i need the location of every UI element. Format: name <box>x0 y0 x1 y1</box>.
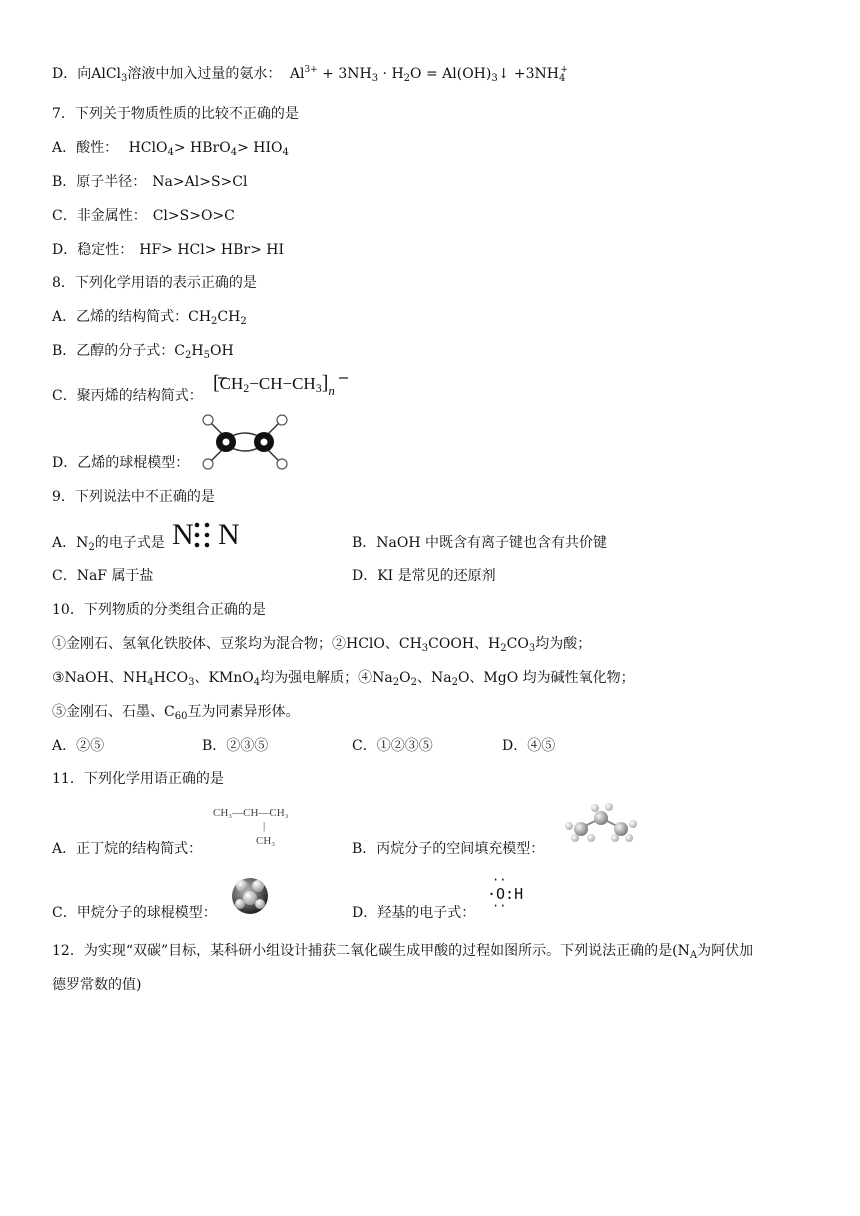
q10-option-a: A．②⑤ <box>52 738 105 754</box>
polypropylene-formula: $[CH_2-CH-CH_3]_n$ <box>213 372 335 398</box>
q10-statement-line-3: ⑤金刚石、石墨、$C_{60}$互为同素异形体。 <box>52 704 300 722</box>
hydroxyl-dots-top: ·· <box>492 873 507 887</box>
q11-structure-bar: | <box>263 820 266 832</box>
q11-option-b: B．丙烷分子的空间填充模型： <box>352 841 545 857</box>
bracket-right-icon: ] <box>321 372 329 394</box>
n2-electron-dots-icon <box>193 522 215 550</box>
q8-option-c: C．聚丙烯的结构简式： <box>52 388 203 404</box>
q10-statement-line-2: ③NaOH、$NH_4HCO_3$、KMnO$_4$均为强电解质；$④Na_2O_2$、$Na_2O$、MgO 均为碱性氧化物； <box>52 670 635 688</box>
q8-stem: 8．下列化学用语的表示正确的是 <box>52 275 257 291</box>
hydroxyl-dots-bottom: ·· <box>492 899 507 913</box>
q7-option-c: C．非金属性： Cl>S>O>C <box>52 208 235 224</box>
q8-option-b: B．乙醇的分子式：$C_2H_5OH$ <box>52 343 234 361</box>
q9-option-c: C．NaF 属于盐 <box>52 568 154 584</box>
q11-option-d: D．羟基的电子式： <box>352 905 476 921</box>
propane-space-filling-model-icon <box>563 802 639 846</box>
methane-model-icon <box>226 874 274 918</box>
q10-stem: 10．下列物质的分类组合正确的是 <box>52 602 266 618</box>
bracket-left-icon: [ <box>213 372 220 394</box>
q8-option-d: D．乙烯的球棍模型： <box>52 455 190 471</box>
q9-option-a: A．$N_2$的电子式是 <box>52 535 165 553</box>
hydroxyl-formula: ·O:H <box>487 885 524 903</box>
q11-structure-bottom: CH₃ <box>256 835 276 847</box>
q7-option-a: A．酸性： HClO$_4$> HBrO$_4$> $HIO_4$ <box>52 140 289 158</box>
q11-option-a: A．正丁烷的结构简式： <box>52 841 203 857</box>
q9-option-b: B．NaOH 中既含有离子键也含有共价键 <box>352 535 608 551</box>
q10-option-c: C．①②③⑤ <box>352 738 433 754</box>
q9-option-d: D．KI 是常见的还原剂 <box>352 568 496 584</box>
q6-option-d-label: D．向 <box>52 66 92 82</box>
q12-stem-line-2: 德罗常数的值) <box>52 977 142 993</box>
q7-option-d: D．稳定性： HF> HCl> HBr> HI <box>52 242 285 258</box>
q11-stem: 11．下列化学用语正确的是 <box>52 771 224 787</box>
q11-structure-top: CH₃—CH—CH₃ <box>213 807 289 819</box>
q10-option-d: D．④⑤ <box>502 738 556 754</box>
q10-option-b: B．②③⑤ <box>202 738 269 754</box>
q6-equation: $Al^{3+} + 3NH_3 \cdot H_2O$ = $Al(OH)_3↓ +3NH_4^+$ <box>289 65 568 84</box>
ethylene-ball-stick-icon <box>198 412 294 472</box>
q7-stem: 7．下列关于物质性质的比较不正确的是 <box>52 106 299 122</box>
polypropylene-bracket-lines <box>213 372 363 402</box>
q7-option-b: B．原子半径： Na>Al>S>Cl <box>52 174 248 190</box>
q9-stem: 9．下列说法中不正确的是 <box>52 489 215 505</box>
n2-electron-formula-left-atom: N <box>172 518 194 551</box>
n2-electron-formula-right-atom: N <box>218 518 240 551</box>
q12-stem-line-1: 12．为实现“双碳”目标，某科研小组设计捕获二氧化碳生成甲酸的过程如图所示。下列说法正确的是($N_A$为阿伏加 <box>52 943 754 961</box>
q11-option-c: C．甲烷分子的球棍模型： <box>52 905 217 921</box>
q8-option-a: A．乙烯的结构简式：$CH_2CH_2$ <box>52 309 247 327</box>
q10-statement-line-1: ①金刚石、氢氧化铁胶体、豆浆均为混合物；②HClO、$CH_3COOH$、$H_2CO_3$均为酸； <box>52 636 592 654</box>
q6-option-d: D．向AlCl$_3$溶液中加入过量的氨水： $Al^{3+} + 3NH_3 \cdot H_2O$ = $Al(OH)_3↓ +3NH_4^+$ <box>52 65 568 84</box>
